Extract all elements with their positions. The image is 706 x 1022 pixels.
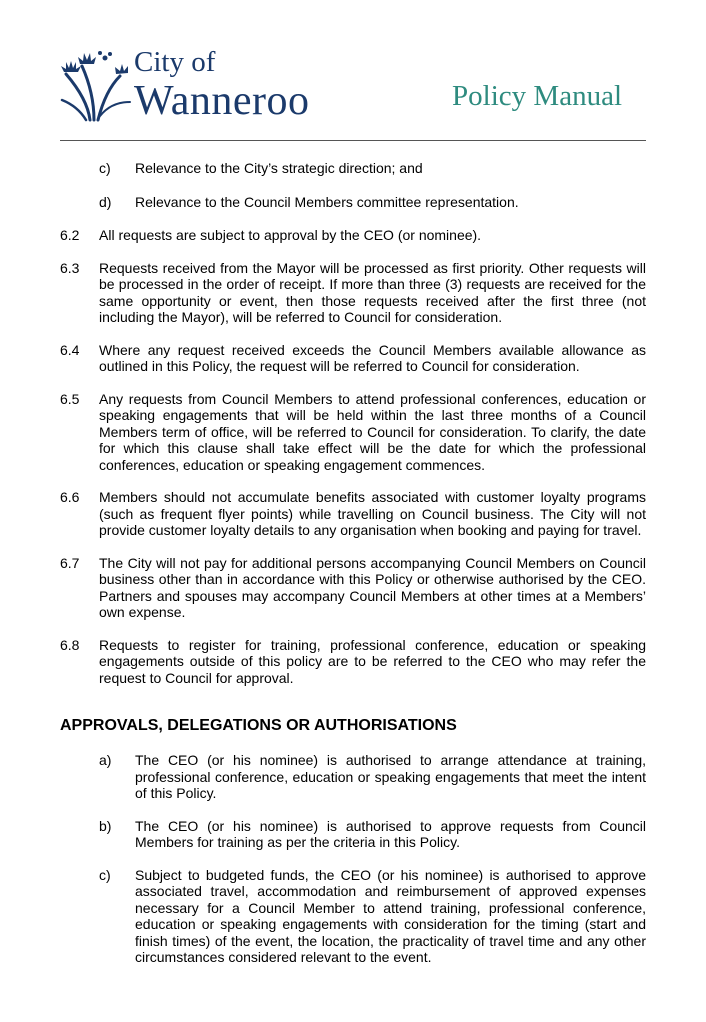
approval-item-a	[99, 752, 646, 802]
clause-text: Requests to register for training, professional conference, education or speaking engagements outside of this policy are to be referred to the CEO who may refer the request to Council for approval.	[99, 636, 646, 686]
approval-item-b	[99, 818, 646, 851]
list-item-text: The CEO (or his nominee) is authorised to approve requests from Council Members for training as per the criteria in this Policy.	[135, 817, 646, 850]
clause-number: 6.6	[60, 489, 80, 505]
logo-wanneroo-text: Wanneroo	[134, 78, 310, 124]
clause-6-7	[60, 555, 646, 621]
policy-manual-title: Policy Manual	[452, 80, 622, 112]
list-item-text: Relevance to the Council Members committee representation.	[135, 193, 519, 210]
clause-number: 6.2	[60, 227, 80, 243]
list-marker: c)	[99, 160, 111, 176]
list-marker: d)	[99, 193, 112, 210]
clause-text: The City will not pay for additional persons accompanying Council Members on Council business other than in accordance with this Policy or otherwise authorised by the CEO. Partners and spouses may accompany Council Members at other times at a Members’ own expense.	[99, 554, 646, 620]
clause-number: 6.7	[60, 554, 80, 571]
clause-text: Requests received from the Mayor will be processed as first priority. Other requests will be processed in the order of receipt. If more than three (3) requests are received for the same opportunity or event, then those requests received after the first three (not including the Mayor), will be referred to Council for consideration.	[99, 259, 646, 325]
clause-6-2	[60, 227, 646, 244]
section-heading: APPROVALS, DELEGATIONS OR AUTHORISATIONS	[60, 717, 457, 734]
list-marker: b)	[99, 817, 112, 834]
clause-text: Members should not accumulate benefits associated with customer loyalty programs (such as frequent flyer points) while travelling on Council business. The City will not provide customer loyalty details to any organisation when booking and paying for travel.	[99, 489, 646, 538]
clause-6-6	[60, 489, 646, 539]
approval-item-c	[99, 867, 646, 966]
page-header	[0, 0, 706, 142]
clause-text: All requests are subject to approval by the CEO (or nominee).	[99, 227, 482, 243]
list-marker: c)	[99, 866, 111, 883]
clause-6-4	[60, 342, 646, 375]
wanneroo-flower-icon	[60, 44, 132, 122]
list-item-d	[99, 194, 646, 211]
clause-number: 6.4	[60, 341, 80, 358]
clause-6-8	[60, 637, 646, 687]
clause-6-5	[60, 391, 646, 474]
list-item-text: Relevance to the City’s strategic direction; and	[135, 160, 423, 176]
header-divider	[60, 140, 646, 141]
clause-number: 6.3	[60, 259, 80, 276]
clause-number: 6.8	[60, 636, 80, 653]
document-body	[60, 160, 646, 966]
list-item-text: Subject to budgeted funds, the CEO (or his nominee) is authorised to approve associated travel, accommodation and reimbursement of approved expenses necessary for a Council Member to attend training, professional conference, education or speaking engagements with consideration for the timing (start and finish times) of the event, the location, the practicality of travel time and any other circumstances considered relevant to the event.	[135, 866, 646, 965]
logo-city-of-text: City of	[134, 46, 216, 78]
clause-6-3	[60, 260, 646, 326]
list-marker: a)	[99, 752, 112, 768]
list-item-text: The CEO (or his nominee) is authorised to arrange attendance at training, professional conference, education or speaking engagements that meet the intent of this Policy.	[135, 752, 646, 801]
list-item-c	[99, 160, 646, 177]
clause-text: Where any request received exceeds the Council Members available allowance as outlined in this Policy, the request will be referred to Council for consideration.	[99, 341, 646, 374]
city-logo	[60, 44, 330, 124]
clause-number: 6.5	[60, 390, 80, 407]
clause-text: Any requests from Council Members to attend professional conferences, education or speaking engagements that will be held within the last three months of a Council Members term of office, will be referred to Council for consideration. To clarify, the date for which this clause shall take effect will be the date for which the professional conferences, education or speaking engagement commences.	[99, 390, 646, 473]
